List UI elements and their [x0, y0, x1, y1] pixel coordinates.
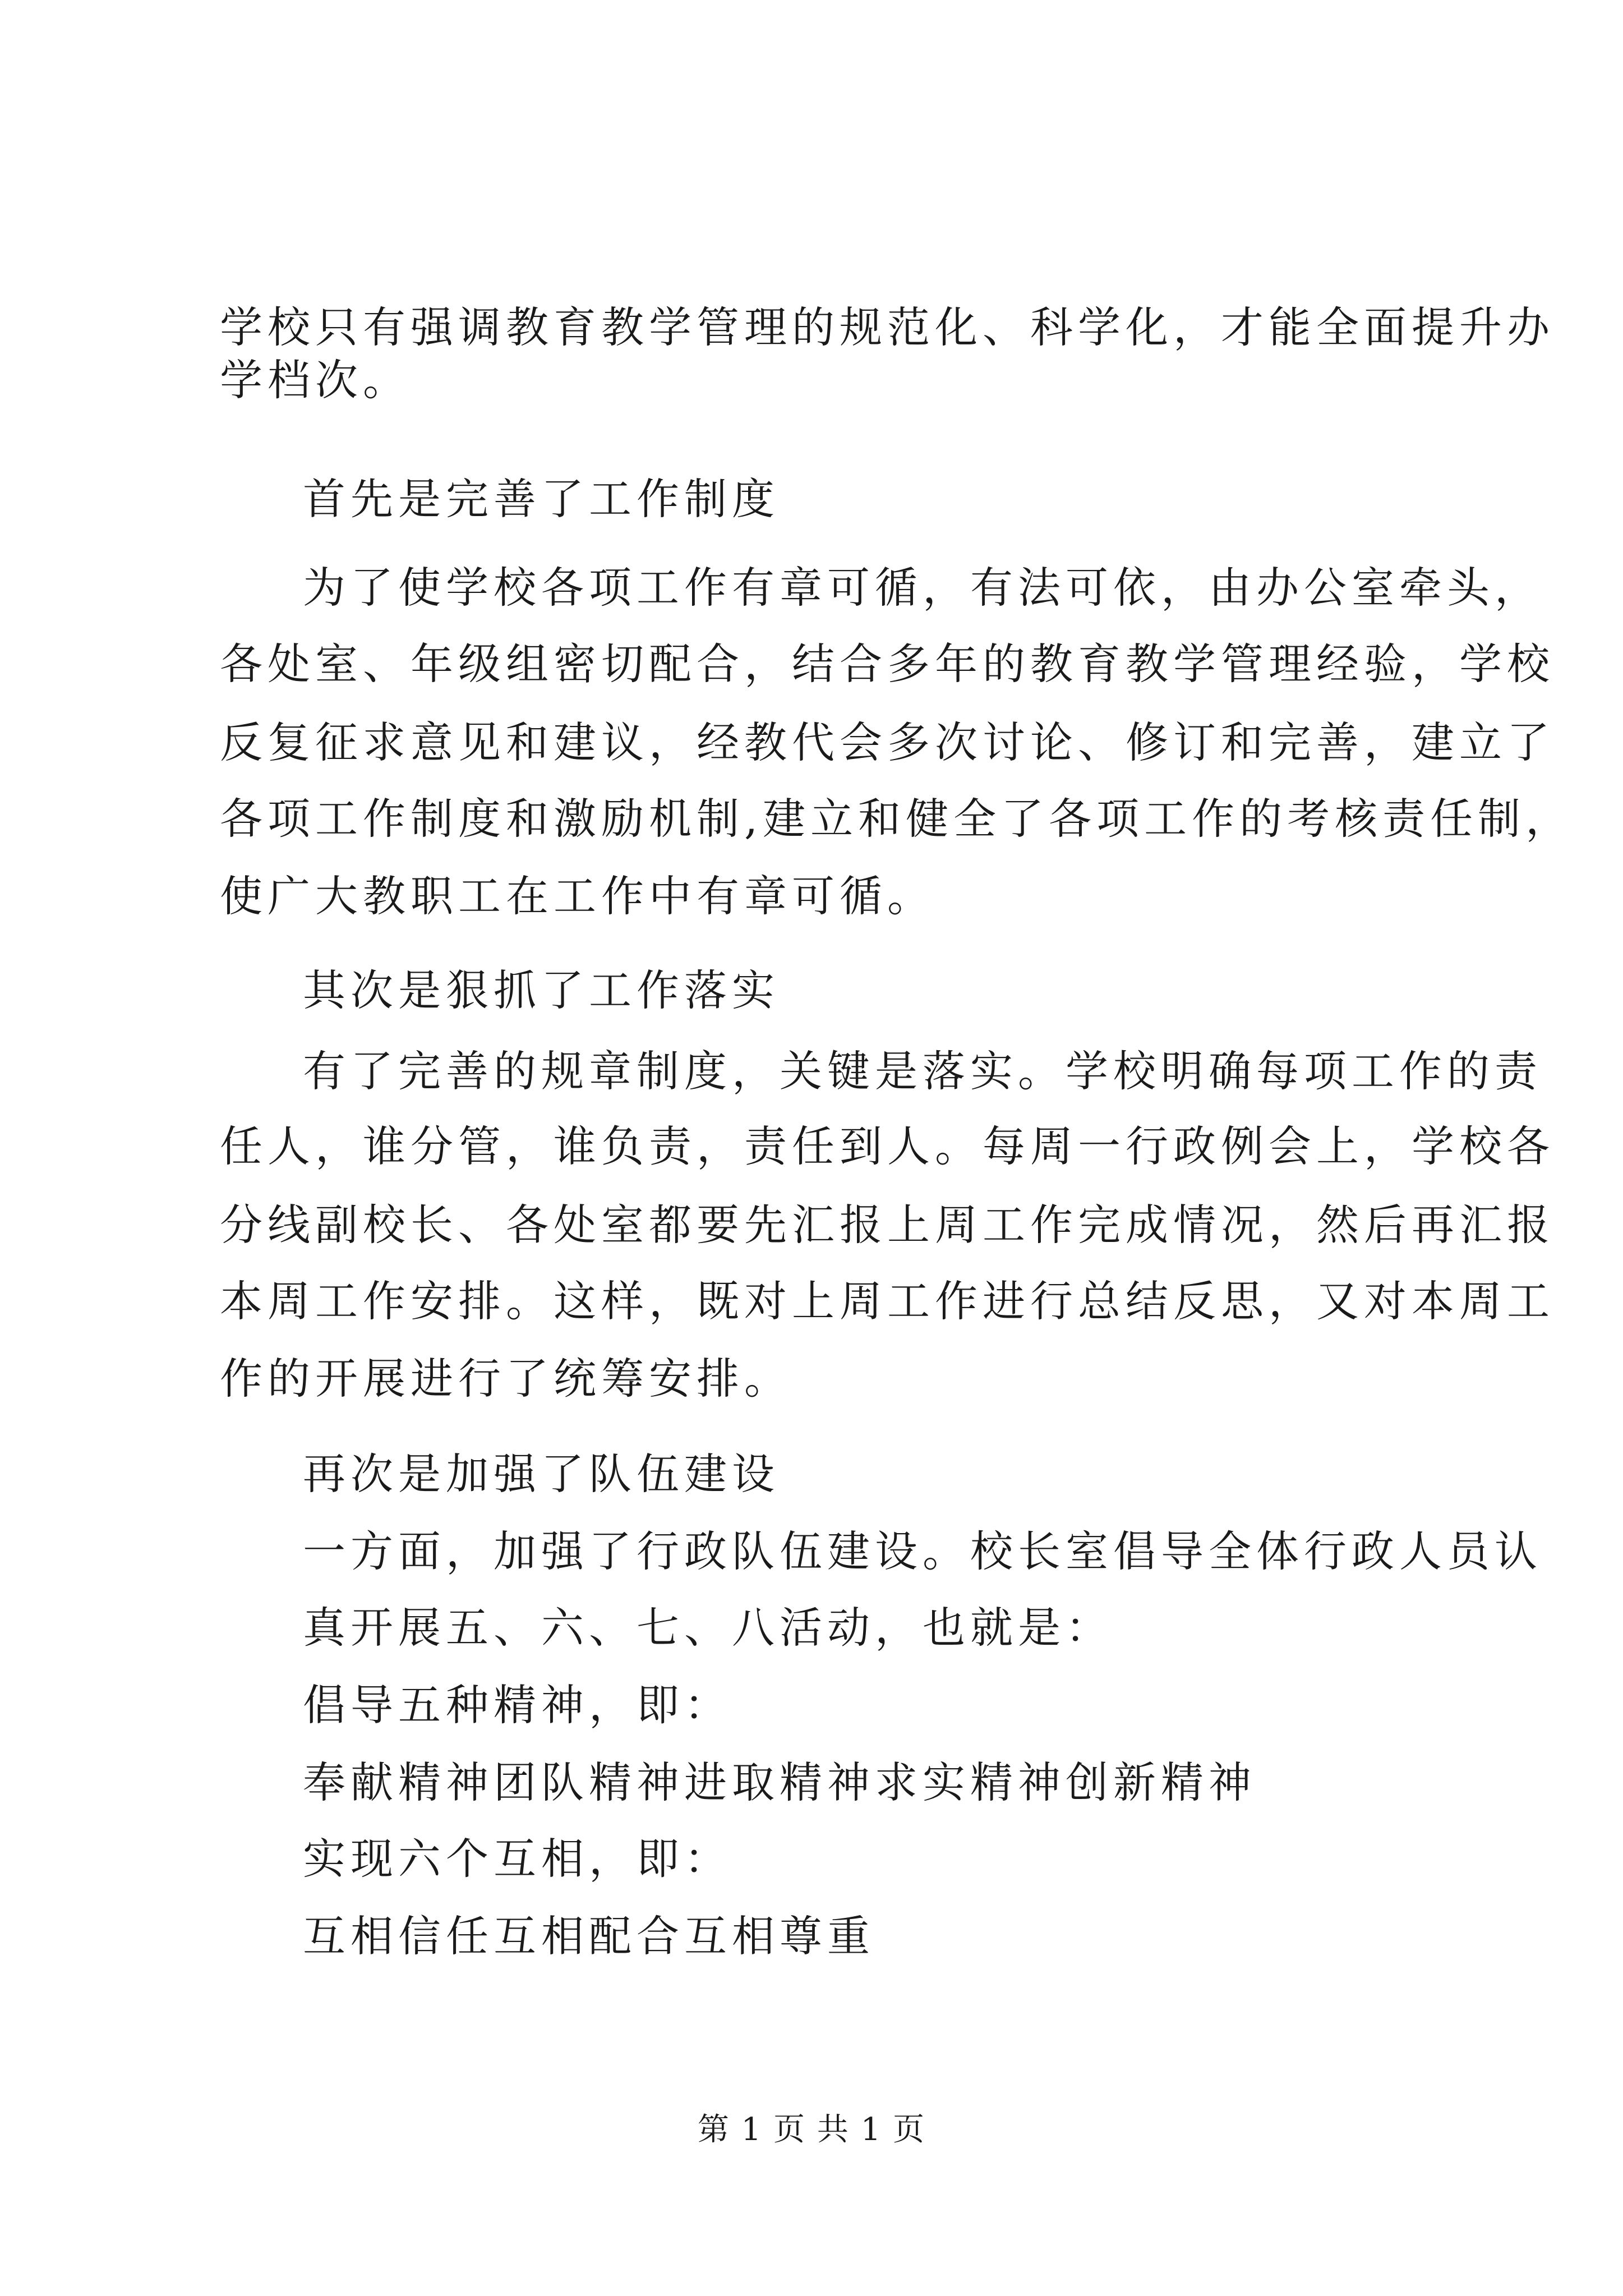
section-heading: 首先是完善了工作制度 — [303, 474, 780, 524]
section-heading: 其次是狠抓了工作落实 — [303, 965, 780, 1015]
paragraph-line: 任人，谁分管，谁负责，责任到人。每周一行政例会上，学校各 — [220, 1121, 1555, 1171]
paragraph-line: 互相信任互相配合互相尊重 — [303, 1911, 875, 1961]
paragraph-line: 各项工作制度和激励机制,建立和健全了各项工作的考核责任制， — [220, 794, 1574, 844]
paragraph-line: 学校只有强调教育教学管理的规范化、科学化，才能全面提升办 — [220, 302, 1555, 352]
paragraph-line: 有了完善的规章制度，关键是落实。学校明确每项工作的责 — [303, 1046, 1542, 1096]
paragraph-line: 反复征求意见和建议，经教代会多次讨论、修订和完善，建立了 — [220, 717, 1555, 767]
section-heading: 再次是加强了队伍建设 — [303, 1449, 780, 1499]
paragraph-line: 作的开展进行了统筹安排。 — [220, 1354, 792, 1404]
paragraph-line: 奉献精神团队精神进取精神求实精神创新精神 — [303, 1757, 1256, 1807]
paragraph-line: 各处室、年级组密切配合，结合多年的教育教学管理经验，学校 — [220, 639, 1555, 689]
paragraph-line: 倡导五种精神，即： — [303, 1680, 732, 1730]
page-footer: 第 1 页 共 1 页 — [697, 2111, 926, 2148]
paragraph-line: 实现六个互相，即： — [303, 1834, 732, 1884]
paragraph-line: 为了使学校各项工作有章可循，有法可依，由办公室牵头， — [303, 563, 1542, 613]
paragraph-line: 学档次。 — [220, 355, 411, 405]
paragraph-line: 真开展五、六、七、八活动，也就是： — [303, 1603, 1113, 1653]
paragraph-line: 分线副校长、各处室都要先汇报上周工作完成情况，然后再汇报 — [220, 1200, 1555, 1250]
paragraph-line: 使广大教职工在工作中有章可循。 — [220, 871, 935, 921]
paragraph-line: 本周工作安排。这样，既对上周工作进行总结反思，又对本周工 — [220, 1276, 1555, 1326]
paragraph-line: 一方面，加强了行政队伍建设。校长室倡导全体行政人员认 — [303, 1526, 1542, 1576]
